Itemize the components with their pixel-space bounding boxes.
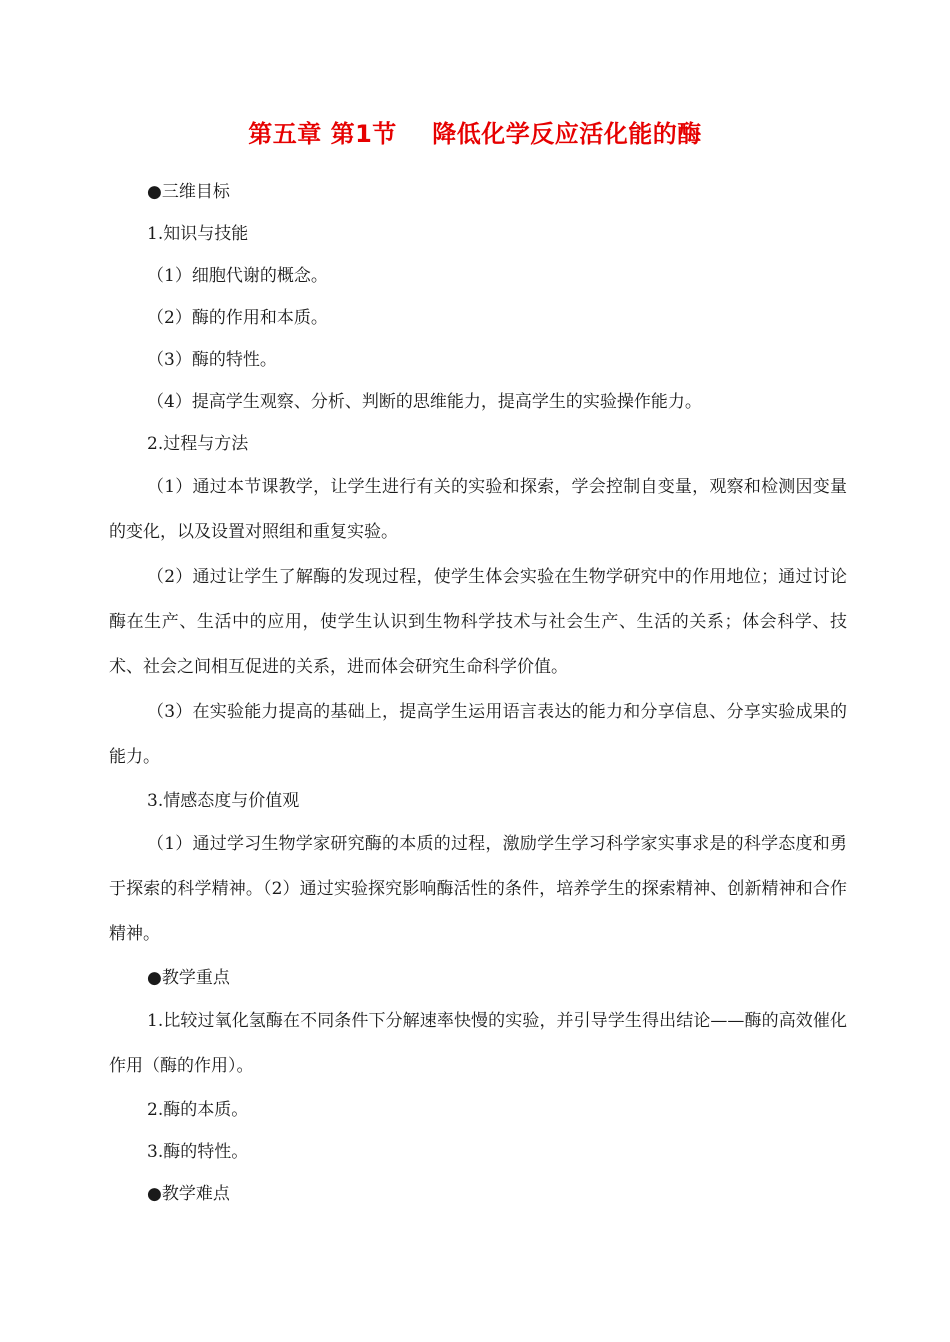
subheading-attitude-values: 3.情感态度与价值观 — [147, 791, 300, 811]
paragraph: （3）在实验能力提高的基础上，提高学生运用语言表达的能力和分享信息、分享实验成果的能力。 — [109, 702, 847, 767]
document-body — [109, 171, 847, 1215]
subheading-process-methods: 2.过程与方法 — [147, 434, 249, 454]
section-heading-difficulties: ●教学难点 — [147, 1184, 230, 1204]
list-item: （3）酶的特性。 — [147, 350, 277, 370]
list-item: （1）细胞代谢的概念。 — [147, 266, 328, 286]
list-item: 3.酶的特性。 — [147, 1142, 249, 1162]
list-item: （2）酶的作用和本质。 — [147, 308, 328, 328]
paragraph: （1）通过本节课教学，让学生进行有关的实验和探索，学会控制自变量，观察和检测因变量的变化，以及设置对照组和重复实验。 — [109, 477, 847, 542]
list-item: 2.酶的本质。 — [147, 1100, 249, 1120]
section-heading-objectives: ●三维目标 — [147, 182, 230, 202]
paragraph: （2）通过让学生了解酶的发现过程，使学生体会实验在生物学研究中的作用地位；通过讨论酶在生产、生活中的应用，使学生认识到生物科学技术与社会生产、生活的关系；体会科学、技术、社会之间相互促进的关系，进而体会研究生命科学价值。 — [109, 567, 847, 677]
document-title: 第五章 第1节 降低化学反应活化能的酶 — [248, 120, 702, 148]
paragraph: （1）通过学习生物学家研究酶的本质的过程，激励学生学习科学家实事求是的科学态度和勇于探索的科学精神。（2）通过实验探究影响酶活性的条件，培养学生的探索精神、创新精神和合作精神。 — [109, 834, 847, 944]
paragraph: 1.比较过氧化氢酶在不同条件下分解速率快慢的实验，并引导学生得出结论——酶的高效催化作用（酶的作用）。 — [109, 1011, 847, 1076]
list-item: （4）提高学生观察、分析、判断的思维能力，提高学生的实验操作能力。 — [147, 392, 702, 412]
section-heading-key-points: ●教学重点 — [147, 968, 230, 988]
subheading-knowledge-skills: 1.知识与技能 — [147, 224, 249, 244]
